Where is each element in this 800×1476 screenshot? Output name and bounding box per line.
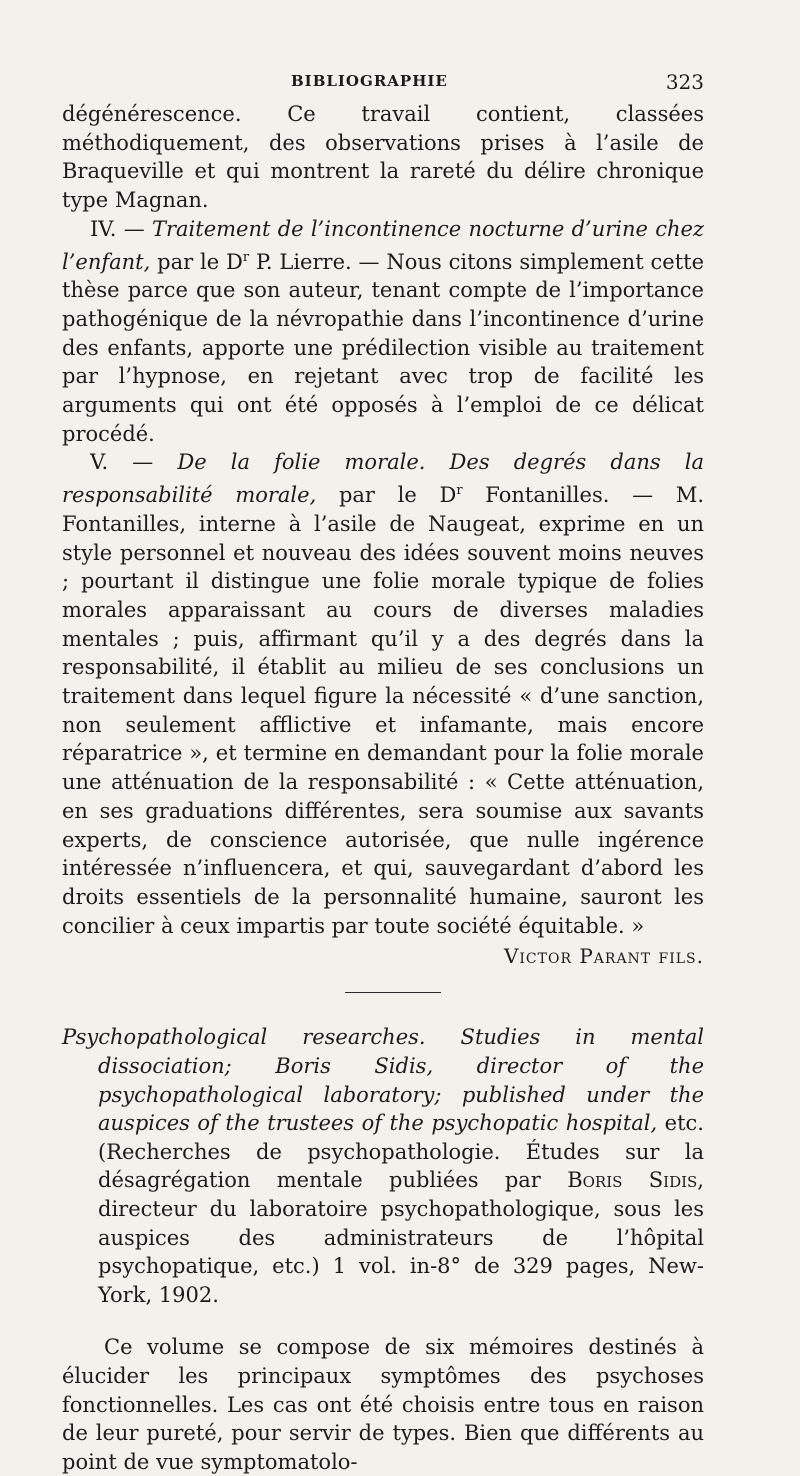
reference-title: Psychopathological researches. Studies in mental dissociation; Boris Sidis, director of the psychopathological laboratory; published under the auspices of the trustees of the psychopatic hospital,: [62, 1025, 704, 1136]
item-title: De la folie morale. Des degrés dans la responsabilité morale,: [62, 450, 704, 508]
paragraph-item-iv: [62, 215, 704, 449]
item-author-sup: r: [456, 483, 463, 499]
item-body: Fontanilles. — M. Fontanilles, interne à l’asile de Naugeat, exprime en un style personnel et nouveau des idées souvent moins neuves ; pourtant il distingue une folie morale typique de folies morales apparaissant au cours de diverses maladies mentales ; puis, affirmant qu’il y a des degrés dans la responsabilité, il établit au milieu de ses conclusions un traitement dans lequel figure la nécessité « d’une sanction, non seulement afflictive et infamante, mais encore réparatrice », et termine en demandant pour la folie morale une atténuation de la responsabilité : « Cette atténuation, en ses graduations différentes, sera soumise aux savants experts, de conscience autorisée, que nulle ingérence intéressée n’influencera, et qui, sauvegardant d’abord les droits essentiels de la personnalité humaine, sauront les concilier à ceux impartis par toute société équitable. »: [62, 483, 705, 938]
running-title: BIBLIOGRAPHIE: [291, 72, 448, 90]
page-header: [62, 60, 704, 100]
page-number: 323: [665, 70, 704, 94]
bibliographic-reference: [62, 1023, 704, 1309]
signature-name: Victor Parant fils.: [503, 944, 704, 969]
paragraph-continuation: dégénérescence. Ce travail contient, classées méthodiquement, des observations prises à l’asile de Braqueville et qui montrent la rareté du délire chronique type Magnan.: [62, 102, 704, 213]
reference-body-1: etc. (Recherches de psychopathologie. Études sur la désagrégation mentale publiées par: [98, 1111, 704, 1193]
item-number: V. —: [90, 450, 178, 475]
paragraph-item-v: [62, 448, 704, 940]
item-author-prefix: par le D: [150, 249, 243, 274]
section-divider: [345, 992, 441, 993]
signature: [62, 942, 704, 970]
reference-author: Boris Sidis: [567, 1168, 698, 1193]
item-body: P. Lierre. — Nous citons simplement cette thèse parce que son auteur, tenant compte de l’importance pathogénique de la névropathie dans l’incontinence d’urine des enfants, apporte une prédilection visible au traitement par l’hypnose, en rejetant avec trop de facilité les arguments qui ont été opposés à l’emploi de ce délicat procédé.: [62, 249, 704, 446]
item-author-prefix: par le D: [316, 483, 457, 508]
item-author-sup: r: [242, 249, 250, 265]
item-number: IV. —: [90, 216, 152, 241]
reference-body-2: , directeur du laboratoire psychopathologique, sous les auspices des administrateurs de l’hôpital psychopatique, etc.) 1 vol. in-8° de 329 pages, New-York, 1902.: [98, 1168, 704, 1307]
item-title: Traitement de l’incontinence nocturne d’urine chez l’enfant,: [62, 216, 704, 274]
review-paragraph: Ce volume se compose de six mémoires destinés à élucider les principaux symptômes des psychoses fonctionnelles. Les cas ont été choisis entre tous en raison de leur pureté, pour servir de types. Bien que différents au point de vue symptomatolo-: [62, 1335, 704, 1474]
